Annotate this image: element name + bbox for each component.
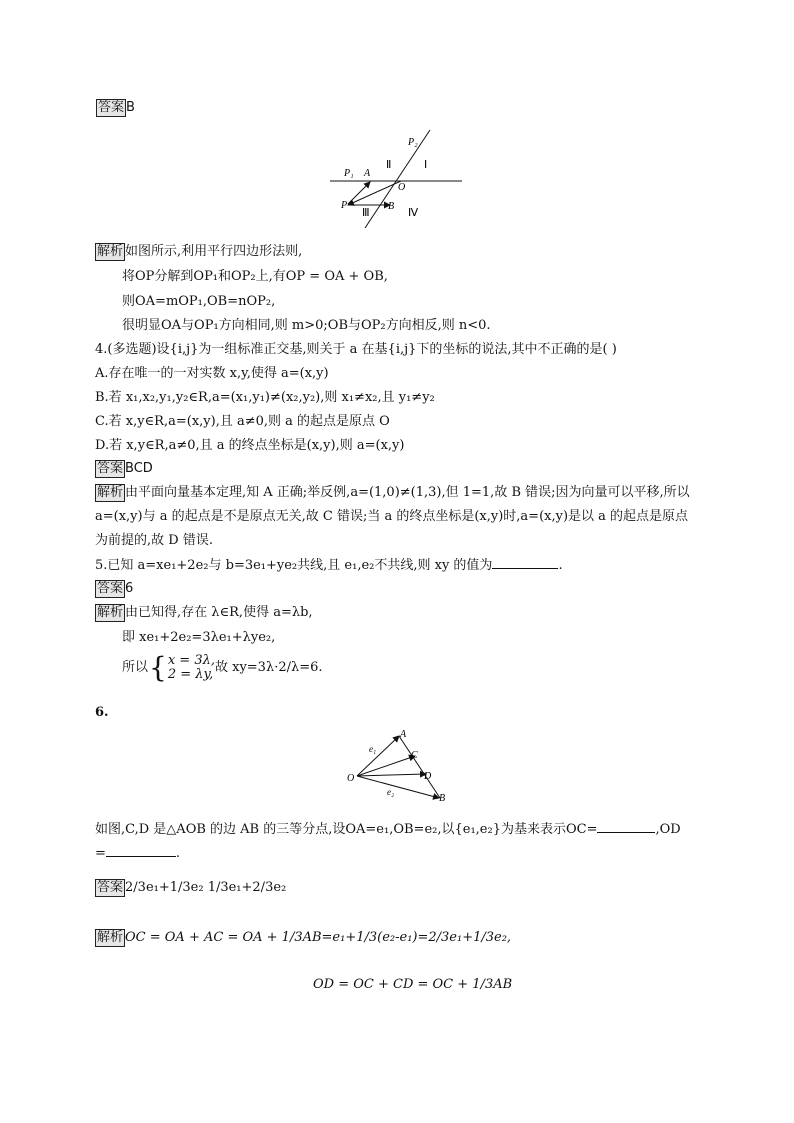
solution-tag: 解析: [97, 244, 124, 259]
solution-block-6: [95, 929, 511, 947]
solution-line: 即 xe₁+2e₂=3λe₁+λye₂,: [122, 630, 276, 645]
label-region-3: Ⅲ: [362, 207, 370, 219]
label-p: P: [341, 200, 348, 211]
solution-line: OD = OC + CD = OC + 1/3AB: [313, 977, 513, 992]
answer-row-1: [96, 99, 135, 117]
option-d: D.若 x,y∈R,a≠0,且 a 的终点坐标是(x,y),则 a=(x,y): [95, 438, 405, 453]
answer-tag: 答案: [97, 880, 124, 895]
blank-line: [492, 556, 558, 569]
solution-text: 由已知得,存在 λ∈R,使得 a=λb,: [125, 605, 313, 620]
parallelogram-figure: [330, 128, 465, 228]
solution-line: 很明显OA与OP₁方向相同,则 m>0;OB与OP₂方向相反,则 n<0.: [122, 318, 491, 333]
brace-symbol: {: [149, 651, 167, 684]
label-a: A: [364, 168, 371, 179]
question-6-stem-line2: = .: [95, 846, 181, 861]
answer-tag: 答案: [97, 461, 124, 476]
solution-block-5: [95, 604, 313, 622]
option-a: A.存在唯一的一对实数 x,y,使得 a=(x,y): [95, 366, 329, 381]
label-o: O: [398, 182, 406, 193]
label-b: B: [388, 201, 395, 212]
solution-tag: 解析: [97, 605, 124, 620]
label-region-1: Ⅰ: [424, 159, 428, 171]
blank-line: [597, 820, 655, 833]
answer-value: 6: [125, 581, 134, 596]
question-4-stem: 4.(多选题)设{i,j}为一组标准正交基,则关于 a 在基{i,j}下的坐标的说法,其中不正确的是( ): [95, 342, 617, 357]
answer-row-6: [95, 879, 286, 897]
label-e1: e₁: [369, 744, 377, 754]
solution-line: 则OA=mOP₁,OB=nOP₂,: [122, 294, 276, 309]
label-a: A: [400, 729, 407, 740]
solution-tag: 解析: [97, 485, 124, 500]
solution-text: 由平面向量基本定理,知 A 正确;举反例,a=(1,0)≠(1,3),但 1=1,故 B 错误;因为向量可以平移,所以: [125, 485, 690, 500]
equals-sign: =: [95, 846, 106, 861]
answer-tag: 答案: [98, 100, 125, 115]
solution-line: 将OP分解到OP₁和OP₂上,有OP = OA + OB,: [122, 269, 388, 284]
blank-line: [106, 844, 176, 857]
solution-block-1: [95, 243, 302, 261]
solution-line: a=(x,y)与 a 的起点是不是原点无关,故 C 错误;当 a 的终点坐标是(x,y)时,a=(x,y)是以 a 的起点是原点: [95, 509, 689, 524]
system-equations: [168, 654, 215, 682]
answer-tag: 答案: [97, 581, 124, 596]
system-prefix: 所以: [122, 660, 149, 675]
label-p2: P₂: [408, 137, 418, 148]
solution-text: OC = OA + AC = OA + 1/3AB=e₁+1/3(e₂-e₁)=2/3e₁+1/3e₂,: [125, 930, 512, 945]
answer-value: BCD: [125, 461, 153, 476]
solution-text: 如图所示,利用平行四边形法则,: [125, 244, 303, 259]
solution-block-4: [95, 484, 690, 502]
answer-value: 2/3e₁+1/3e₂ 1/3e₁+2/3e₂: [125, 880, 287, 895]
option-b: B.若 x₁,x₂,y₁,y₂∈R,a=(x₁,y₁)≠(x₂,y₂),则 x₁≠x₂,且 y₁≠y₂: [95, 390, 435, 405]
system-eq-2: 2 = λy,: [167, 667, 214, 682]
solution-tag: 解析: [97, 930, 124, 945]
solution-line: 为前提的,故 D 错误.: [95, 533, 213, 548]
system-eq-1: x = 3λ,: [167, 653, 215, 668]
question-6-text: 如图,C,D 是△AOB 的边 AB 的三等分点,设OA=e₁,OB=e₂,以{e₁,e₂}为基来表示OC=: [95, 822, 598, 837]
answer-value: B: [126, 100, 135, 115]
question-5-stem: 5.已知 a=xe₁+2e₂与 b=3e₁+ye₂共线,且 e₁,e₂不共线,则 xy 的值为 .: [95, 558, 563, 573]
label-d: D: [424, 771, 432, 782]
system-suffix: 故 xy=3λ·2/λ=6.: [214, 660, 323, 675]
question-6-tail: ,OD: [655, 822, 681, 837]
solution-system: [122, 651, 323, 684]
question-6-number: 6.: [95, 705, 109, 720]
label-o: O: [347, 773, 355, 784]
label-region-2: Ⅱ: [386, 159, 392, 171]
answer-row-5: [95, 580, 133, 598]
label-p1: P₁: [344, 168, 354, 179]
answer-row-4: [95, 460, 153, 478]
label-e2: e₂: [387, 787, 395, 797]
triangle-figure: [342, 726, 452, 806]
option-c: C.若 x,y∈R,a=(x,y),且 a≠0,则 a 的起点是原点 O: [95, 414, 390, 429]
question-5-text: 5.已知 a=xe₁+2e₂与 b=3e₁+ye₂共线,且 e₁,e₂不共线,则 xy 的值为: [95, 558, 493, 573]
question-6-stem: [95, 820, 681, 839]
label-c: C: [411, 750, 418, 761]
label-region-4: Ⅳ: [408, 207, 419, 219]
label-b: B: [439, 793, 446, 804]
